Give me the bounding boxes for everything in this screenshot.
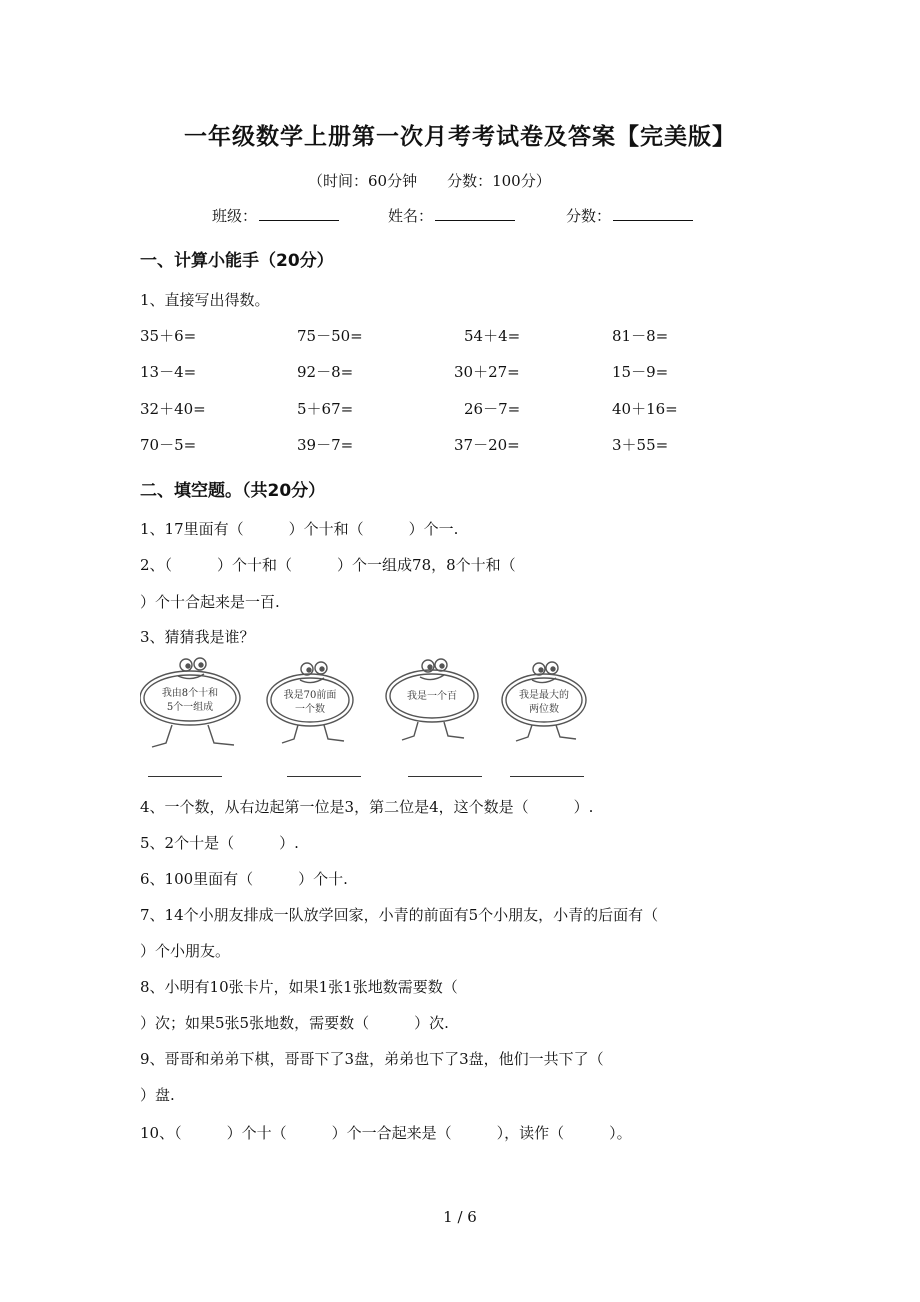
- calc-item: 70－5=: [140, 436, 197, 454]
- score-blank[interactable]: [613, 206, 693, 221]
- section2-q3: 3、猜猜我是谁？: [140, 628, 255, 646]
- calc-item: 32＋40=: [140, 400, 206, 418]
- bubble-2-line-2: 一个数: [295, 704, 325, 715]
- bubble-2-line-1: 我是70前面: [283, 690, 337, 701]
- name-blank[interactable]: [435, 206, 515, 221]
- name-label: 姓名：: [388, 207, 434, 225]
- egg-character-icon: [267, 662, 353, 743]
- exam-subtitle: （时间：60分钟 分数：100分）: [308, 172, 551, 190]
- calc-item: 54＋4=: [464, 327, 521, 345]
- answer-blank[interactable]: [408, 776, 482, 777]
- calc-item: 3＋55=: [612, 436, 669, 454]
- score-label: 分数：: [566, 207, 612, 225]
- section2-q5: 5、2个十是（ ）.: [140, 834, 299, 852]
- bubble-1-line-1: 我由8个十和: [161, 688, 219, 699]
- section2-q8: 8、小明有10张卡片，如果1张1张地数需要数（: [140, 978, 458, 996]
- page-number: 1 / 6: [443, 1208, 477, 1226]
- section2-q4: 4、一个数，从右边起第一位是3，第二位是4，这个数是（ ）.: [140, 798, 594, 816]
- calc-item: 26－7=: [464, 400, 521, 418]
- guess-who-illustration: [140, 652, 600, 756]
- section1-heading: 一、计算小能手（20分）: [140, 251, 334, 271]
- calc-item: 37－20=: [454, 436, 520, 454]
- section2-q7-cont: ）个小朋友。: [140, 942, 231, 960]
- score-field: [566, 205, 693, 226]
- section2-q6: 6、100里面有（ ）个十.: [140, 870, 348, 888]
- class-field: [212, 205, 339, 226]
- calc-item: 30＋27=: [454, 363, 520, 381]
- calc-item: 13－4=: [140, 363, 197, 381]
- class-label: 班级：: [212, 207, 258, 225]
- section1-q1: 1、直接写出得数。: [140, 291, 270, 309]
- section2-q1: 1、17里面有（ ）个十和（ ）个一.: [140, 520, 459, 538]
- calc-item: 5＋67=: [297, 400, 354, 418]
- calc-item: 81－8=: [612, 327, 669, 345]
- section2-q9-cont: ）盘.: [140, 1086, 175, 1104]
- page-title: 一年级数学上册第一次月考考试卷及答案【完美版】: [184, 124, 736, 150]
- calc-item: 39－7=: [297, 436, 354, 454]
- calc-item: 92－8=: [297, 363, 354, 381]
- bubble-1-line-2: 5个一组成: [166, 702, 214, 713]
- section2-q9: 9、哥哥和弟弟下棋，哥哥下了3盘，弟弟也下了3盘，他们一共下了（: [140, 1050, 604, 1068]
- answer-blank[interactable]: [148, 776, 222, 777]
- section2-q2-cont: ）个十合起来是一百.: [140, 593, 280, 611]
- name-field: [388, 205, 515, 226]
- egg-character-icon: [502, 662, 586, 741]
- calc-item: 40＋16=: [612, 400, 678, 418]
- section2-q10: 10、（ ）个十（ ）个一合起来是（ ），读作（ ）。: [140, 1124, 632, 1142]
- bubble-3-line-1: 我是一个百: [407, 691, 457, 702]
- calc-item: 35＋6=: [140, 327, 197, 345]
- answer-blank[interactable]: [510, 776, 584, 777]
- calc-item: 75－50=: [297, 327, 363, 345]
- calc-item: 15－9=: [612, 363, 669, 381]
- section2-q8-cont: ）次；如果5张5张地数，需要数（ ）次.: [140, 1014, 449, 1032]
- class-blank[interactable]: [259, 206, 339, 221]
- section2-q2: 2、（ ）个十和（ ）个一组成78，8个十和（: [140, 556, 516, 574]
- bubble-4-line-2: 两位数: [529, 704, 559, 715]
- section2-q7: 7、14个小朋友排成一队放学回家，小青的前面有5个小朋友，小青的后面有（: [140, 906, 659, 924]
- section2-heading: 二、填空题。（共20分）: [140, 481, 326, 501]
- bubble-4-line-1: 我是最大的: [519, 690, 569, 701]
- answer-blank[interactable]: [287, 776, 361, 777]
